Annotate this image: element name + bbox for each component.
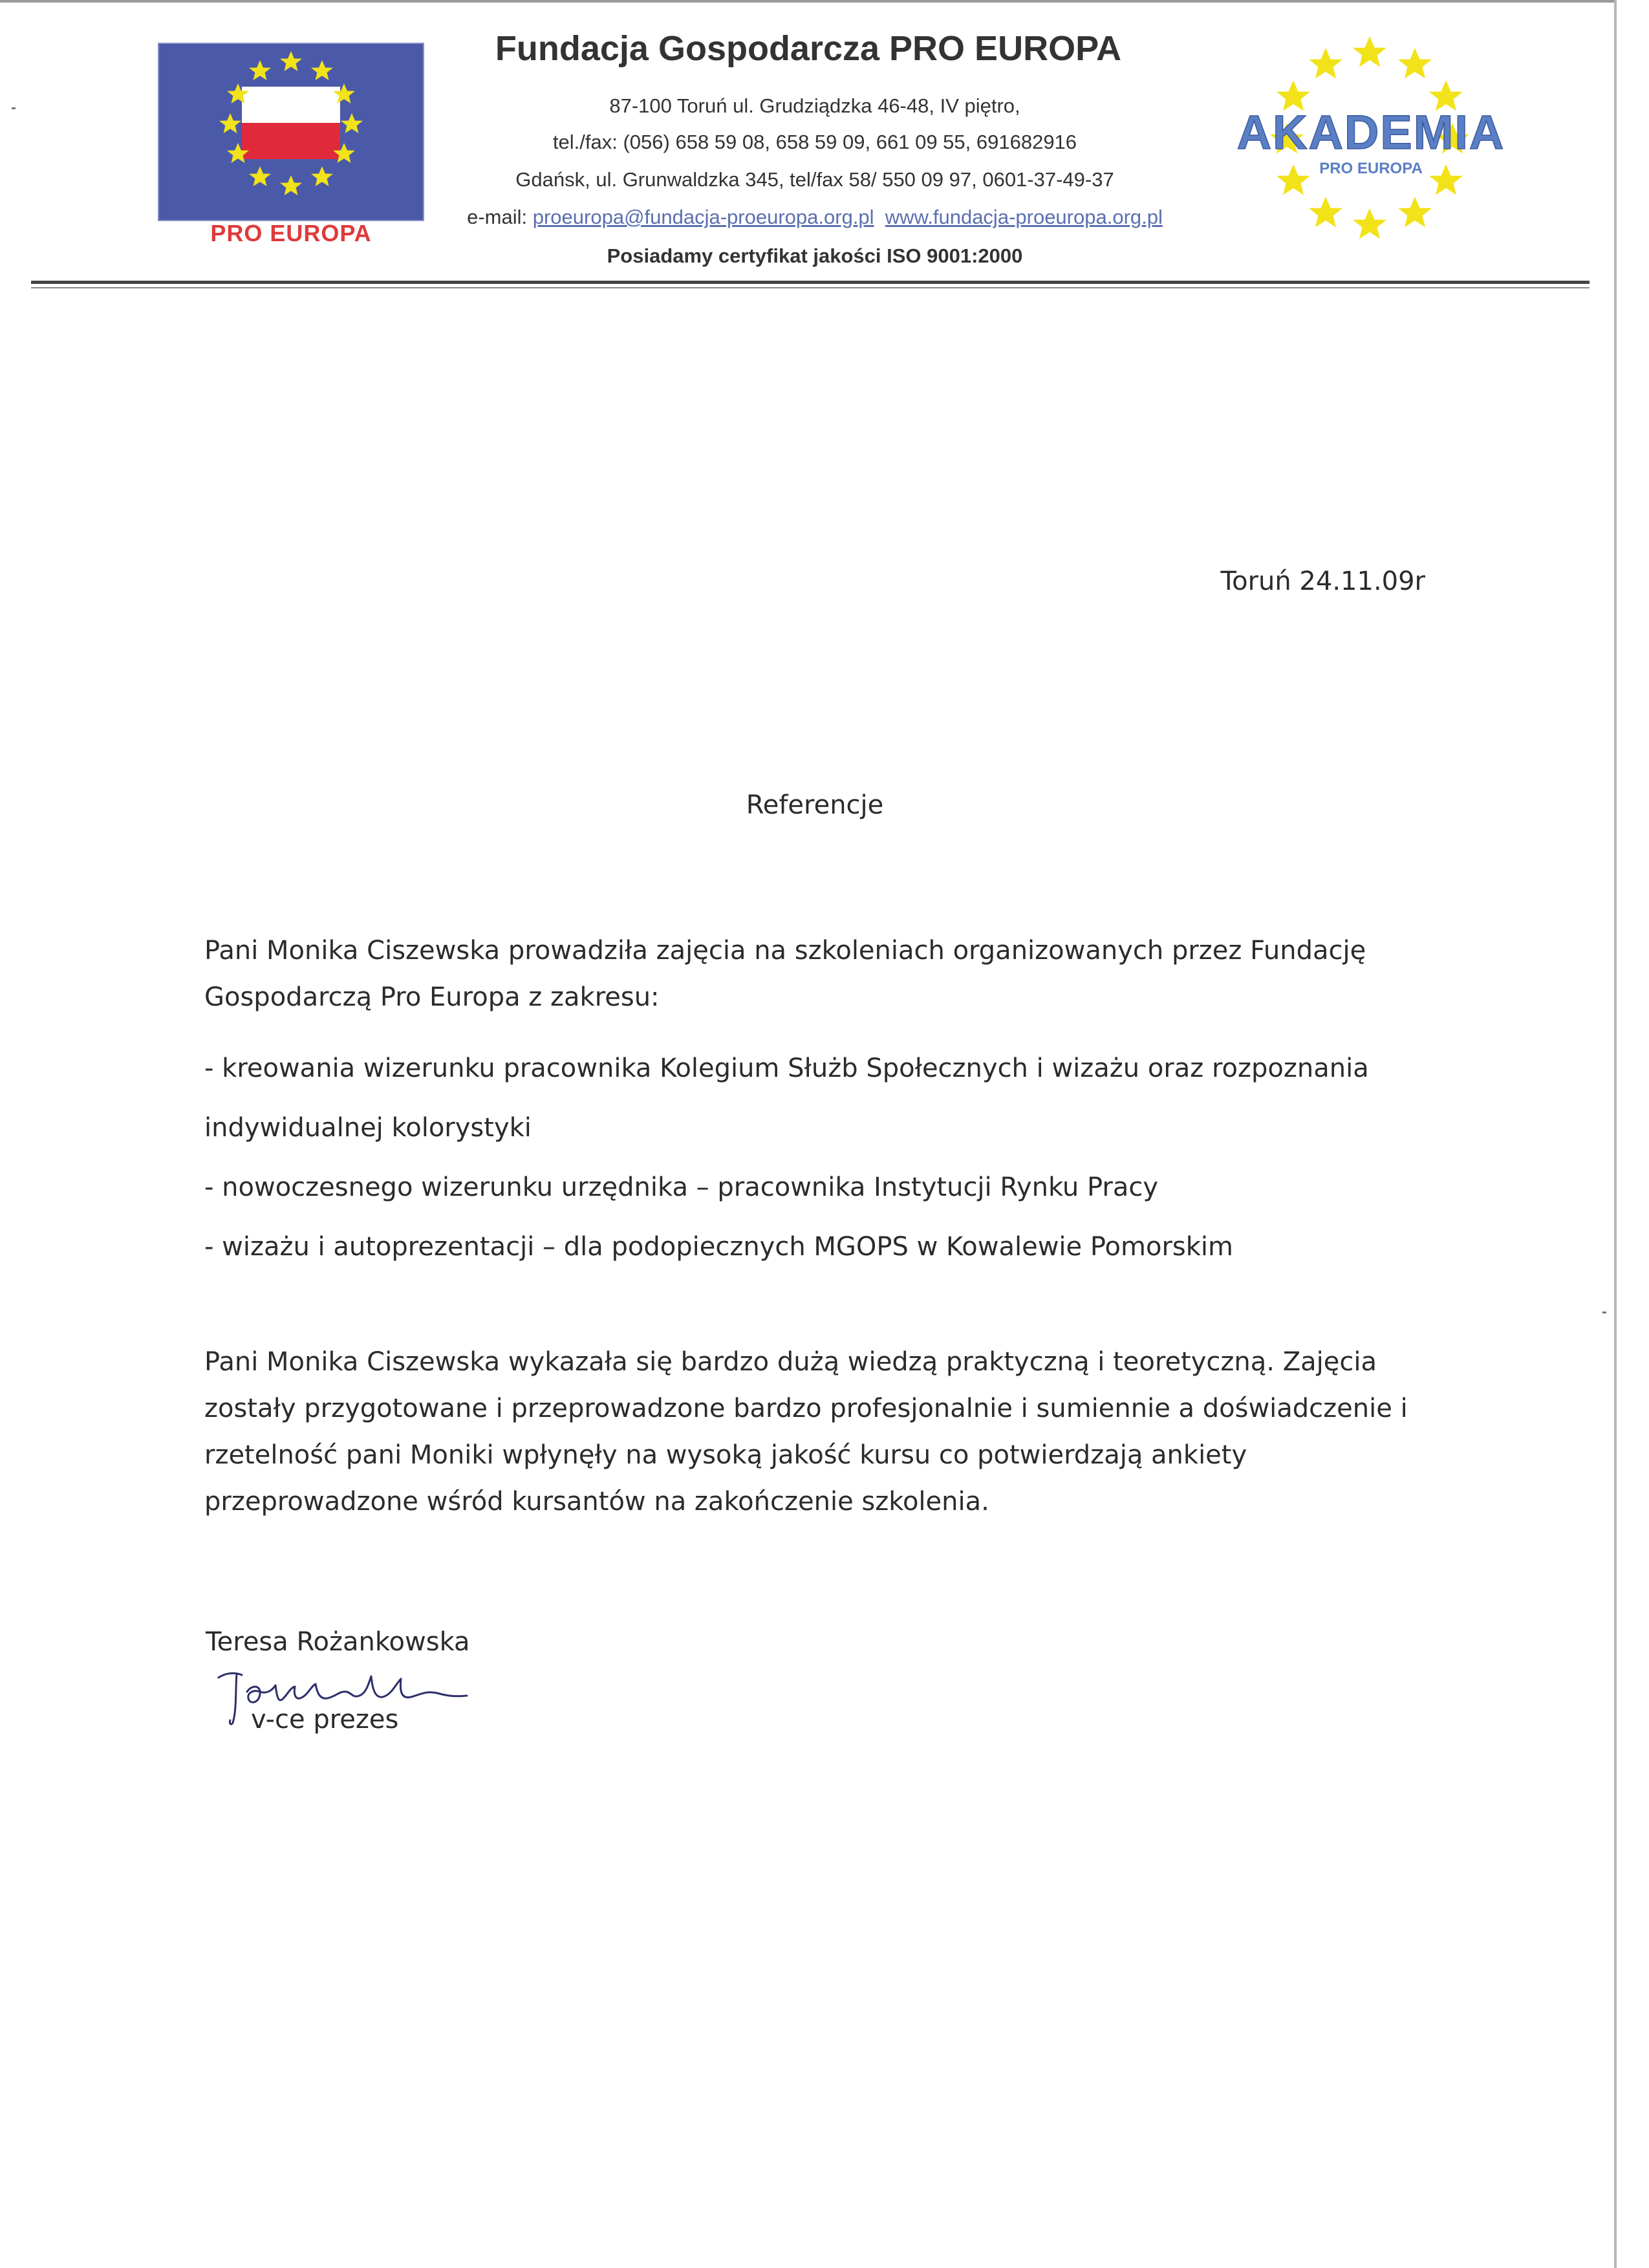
list-item: - nowoczesnego wizerunku urzędnika – pracownika Instytucji Rynku Pracy xyxy=(204,1172,1159,1202)
contact-line xyxy=(427,206,1203,229)
akademia-logo xyxy=(1203,26,1539,246)
page-right-edge xyxy=(1614,0,1617,2268)
list-item: indywidualnej kolorystyki xyxy=(204,1113,532,1143)
phone-fax: tel./fax: (056) 658 59 08, 658 59 09, 661 09 55, 691682916 xyxy=(552,131,1077,153)
scan-speck xyxy=(12,107,16,109)
letter-title: Referencje xyxy=(746,790,884,820)
address-gdansk: Gdańsk, ul. Grunwaldzka 345, tel/fax 58/ 550 09 97, 0601-37-49-37 xyxy=(515,168,1114,191)
akademia-subtitle: PRO EUROPA xyxy=(1319,160,1423,177)
organization-name: Fundacja Gospodarcza PRO EUROPA xyxy=(495,29,1122,68)
signatory-name: Teresa Rożankowska xyxy=(206,1627,470,1657)
signatory-role: v-ce prezes xyxy=(251,1705,399,1734)
pro-europa-flag-logo xyxy=(158,43,424,221)
email-link[interactable]: proeuropa@fundacja-proeuropa.org.pl xyxy=(532,206,874,228)
training-topics-list xyxy=(204,1039,1446,1277)
intro-paragraph: Pani Monika Ciszewska prowadziła zajęcia na szkoleniach organizowanych przez Fundację Gospodarczą Pro Europa z zakresu: xyxy=(204,936,1366,1012)
letterhead-divider xyxy=(31,281,1590,284)
scan-speck xyxy=(1602,1312,1606,1313)
list-item: - wizażu i autoprezentacji – dla podopiecznych MGOPS w Kowalewie Pomorskim xyxy=(204,1232,1233,1262)
website-link[interactable]: www.fundacja-proeuropa.org.pl xyxy=(885,206,1163,228)
email-label: e-mail: xyxy=(467,206,533,228)
address-torun: 87-100 Toruń ul. Grudziądzka 46-48, IV piętro, xyxy=(609,94,1020,117)
assessment-paragraph: Pani Monika Ciszewska wykazała się bardzo dużą wiedzą praktyczną i teoretyczną. Zajęcia zostały przygotowane i przeprowadzone bardzo profesjonalnie i sumiennie a doświadczenie i rzetelność pani Moniki wpłynęły na wysoką jakość kursu co potwierdzają ankiety przeprowadzone wśród kursantów na zakończenie szkolenia. xyxy=(204,1347,1408,1517)
letter-date: Toruń 24.11.09r xyxy=(1220,567,1425,596)
akademia-title: AKADEMIA xyxy=(1236,105,1505,159)
list-item: - kreowania wizerunku pracownika Kolegium Służb Społecznych i wizażu oraz rozpoznania xyxy=(204,1053,1369,1083)
letterhead-divider-thin xyxy=(31,287,1590,288)
akademia-stars-icon xyxy=(1203,26,1539,246)
pro-europa-logo-text: PRO EUROPA xyxy=(210,220,372,246)
letterhead xyxy=(0,0,1649,297)
flag-stars-icon xyxy=(159,44,423,220)
iso-certificate: Posiadamy certyfikat jakości ISO 9001:2000 xyxy=(607,244,1023,267)
